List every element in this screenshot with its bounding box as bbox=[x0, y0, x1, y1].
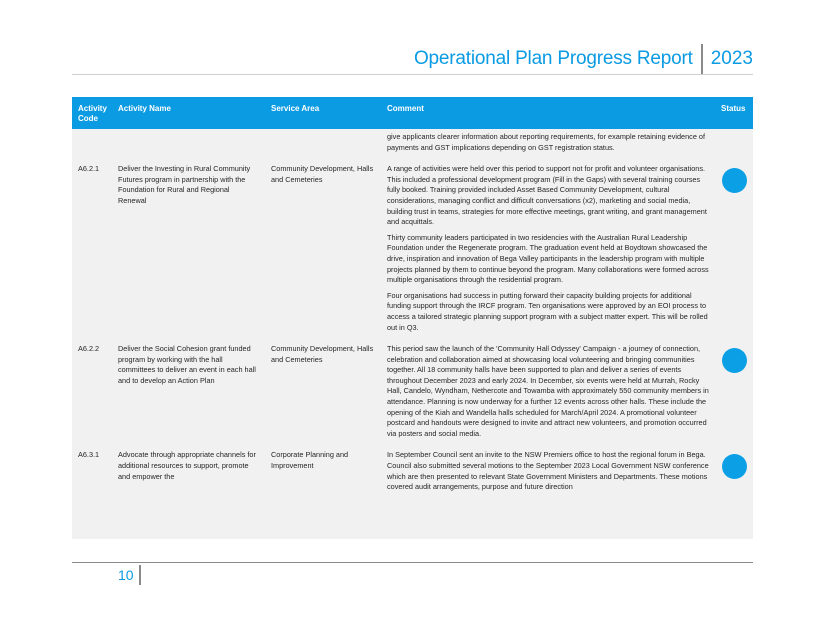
status-indicator bbox=[722, 454, 747, 479]
column-header-activity-code: Activity Code bbox=[72, 97, 112, 129]
table-header-row bbox=[72, 97, 753, 129]
cell-comment bbox=[381, 338, 715, 444]
cell-empty bbox=[72, 129, 112, 158]
report-title: Operational Plan Progress Report bbox=[413, 48, 693, 69]
comment-paragraph: Thirty community leaders participated in two residencies with the Australian Rural Leadership Foundation under the Regenerate program. The graduation event held at Boydtown showcased the drive, inspiration and innovation of Bega Valley participants in the leadership program with multiple projects planned by them to continue beyond the program. Many collaborations were formed across multiple organisations through the residential program. bbox=[387, 232, 709, 285]
cell-activity-name: Deliver the Investing in Rural Community Futures program in partnership with the Foundation for Rural and Regional Renewal bbox=[118, 164, 251, 205]
cell-comment bbox=[381, 444, 715, 497]
table-row bbox=[72, 158, 753, 338]
cell-service-area: Community Development, Halls and Cemeteries bbox=[271, 344, 374, 364]
cell-comment bbox=[381, 129, 715, 158]
cell-empty bbox=[112, 129, 265, 158]
cell-status bbox=[715, 158, 753, 338]
cell-activity-code: A6.2.2 bbox=[78, 344, 100, 354]
cell-service-area: Corporate Planning and Improvement bbox=[271, 450, 349, 471]
cell-service-area: Community Development, Halls and Cemeteries bbox=[271, 164, 374, 184]
cell-empty bbox=[265, 129, 381, 158]
cell-activity-name: Advocate through appropriate channels for additional resources to support, promote and empower the bbox=[118, 450, 256, 481]
progress-table bbox=[72, 97, 753, 498]
report-header bbox=[414, 44, 753, 74]
status-indicator bbox=[722, 168, 747, 193]
page-footer bbox=[118, 565, 141, 585]
column-header-comment: Comment bbox=[381, 97, 715, 129]
footer-divider bbox=[139, 565, 141, 585]
table-row bbox=[72, 444, 753, 497]
header-rule bbox=[72, 74, 753, 75]
cell-status bbox=[715, 444, 753, 497]
comment-paragraph: This period saw the launch of the 'Community Hall Odyssey' Campaign - a journey of connection, celebration and collaboration aimed at showcasing local volunteering and bringing communities together. All 18 community halls have been supported to plan and deliver a series of events throughout December 2023 and early 2024. In December, six events were held at Murrah, Rocky Hall, Candelo, Wyndham, Nethercote and Towamba with approximately 550 community members in attendance. Planning is now underway for a further 12 events across other halls. These include the opening of the Kiah and Wandella halls scheduled for March/April 2024. A promotional volunteer postcard and handouts were designed to invite and attract new volunteers, and promotion occurred via posters and social media. bbox=[387, 344, 709, 438]
cell-activity-code: A6.3.1 bbox=[78, 450, 100, 460]
footer-rule bbox=[72, 562, 753, 563]
cell-activity-name: Deliver the Social Cohesion grant funded program by working with the hall committees to deliver an event in each hall and to develop an Action Plan bbox=[118, 344, 256, 385]
table-row bbox=[72, 338, 753, 444]
cell-activity-code: A6.2.1 bbox=[78, 164, 100, 174]
column-header-status: Status bbox=[715, 97, 753, 129]
cell-comment bbox=[381, 158, 715, 338]
column-header-service-area: Service Area bbox=[265, 97, 381, 129]
comment-paragraph: Four organisations had success in putting forward their capacity building projects for additional funding support through the IRCF program. Ten organisations were approved by an EOI process to access a tailored strategic planning support program with a subject matter expert. This will be rolled out in Q3. bbox=[387, 290, 708, 332]
comment-paragraph: In September Council sent an invite to the NSW Premiers office to host the regional forum in Bega. Council also submitted several motions to the September 2023 Local Government NSW conference which are then presented to relevant State Government Ministers and Departments. These motions covered audit arrangements, purpose and future direction bbox=[387, 450, 709, 492]
status-indicator bbox=[722, 348, 747, 373]
column-header-activity-name: Activity Name bbox=[112, 97, 265, 129]
comment-paragraph: give applicants clearer information about reporting requirements, for example retaining evidence of payments and GST implications depending on GST registration status. bbox=[387, 132, 705, 152]
comment-paragraph: A range of activities were held over this period to support not for profit and volunteer organisations. This included a professional development program (Fill in the Gaps) with several training courses fully booked. Training provided included Asset Based Community Development, cultural considerations, managing conflict and difficult conversations (x2), marketing and social media, building trust in teams, strategies for more effective meetings, grant writing, and grant management and acquittals. bbox=[387, 164, 707, 227]
page-number: 10 bbox=[118, 567, 134, 583]
cell-status bbox=[715, 338, 753, 444]
table-row-continuation bbox=[72, 129, 753, 158]
progress-table-container bbox=[72, 97, 753, 539]
report-year: 2023 bbox=[710, 48, 753, 69]
cell-empty bbox=[715, 129, 753, 158]
